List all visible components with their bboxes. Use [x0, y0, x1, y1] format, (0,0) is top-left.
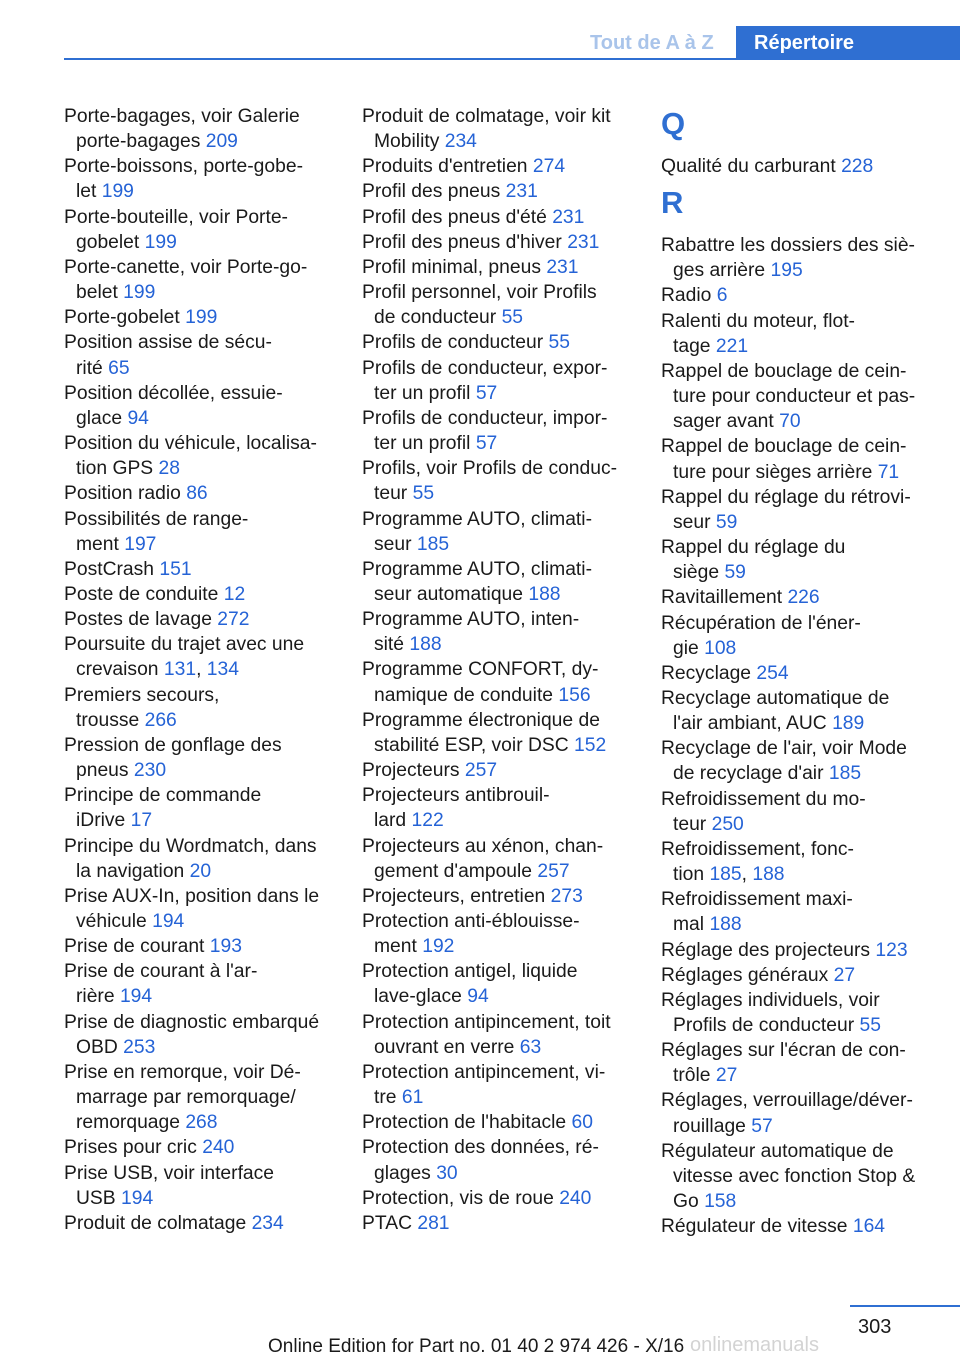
index-term: ges arrière — [673, 260, 771, 282]
index-entry — [362, 205, 634, 230]
page-link[interactable]: 226 — [787, 587, 820, 609]
index-term: Premiers secours, — [64, 684, 220, 706]
index-entry — [362, 708, 634, 758]
index-term: Porte-canette, voir Porte-go- — [64, 256, 308, 278]
index-term: Profil des pneus — [362, 181, 506, 203]
page-link[interactable]: 194 — [121, 1187, 154, 1209]
index-term: Profils de conducteur, expor- — [362, 357, 608, 379]
index-term: Protection anti-éblouisse- — [362, 911, 580, 932]
index-entry — [362, 607, 634, 657]
index-term: tre — [374, 1087, 402, 1109]
page-link[interactable]: 188 — [409, 634, 442, 656]
index-entry — [661, 1214, 933, 1239]
index-entry — [64, 431, 336, 481]
index-term: sité — [374, 634, 410, 656]
page-link[interactable]: 55 — [548, 332, 570, 354]
page-link[interactable]: 253 — [123, 1036, 156, 1058]
index-term: ter un profil — [374, 382, 476, 404]
page-link[interactable]: 234 — [251, 1212, 284, 1234]
page-link[interactable]: 108 — [704, 637, 737, 659]
index-entry — [64, 959, 336, 1009]
index-entry — [362, 834, 634, 884]
index-term: Prise de diagnostic embarqué — [64, 1011, 320, 1033]
page-link[interactable]: 152 — [574, 734, 607, 756]
index-term: mal — [673, 914, 710, 936]
index-entry — [661, 154, 933, 179]
page-link[interactable]: 12 — [223, 583, 246, 605]
index-term: ment — [374, 936, 423, 958]
page-link[interactable]: 70 — [779, 411, 801, 433]
index-term: de recyclage d'air — [673, 763, 829, 785]
index-term: seur automatique — [374, 583, 529, 605]
page-link[interactable]: 6 — [716, 285, 728, 307]
index-term: Profils de conducteur — [673, 1015, 860, 1036]
index-entry — [64, 884, 336, 934]
page-link[interactable]: 122 — [411, 810, 444, 832]
index-entry — [64, 733, 336, 783]
index-term: Postes de lavage — [64, 609, 218, 631]
page-link[interactable]: 27 — [715, 1065, 738, 1087]
index-entry — [362, 406, 634, 456]
page-link[interactable]: 231 — [552, 206, 585, 228]
index-entry — [362, 884, 634, 909]
page-link[interactable]: 209 — [205, 131, 238, 153]
index-term: Réglages généraux — [661, 964, 834, 986]
index-term: gie — [673, 637, 705, 659]
index-term: teur — [374, 483, 413, 505]
index-term: Poursuite du trajet avec une — [64, 634, 305, 656]
index-term: Programme CONFORT, dy- — [362, 659, 599, 681]
index-term: Réglages individuels, voir — [661, 989, 880, 1011]
index-entry — [661, 434, 933, 484]
index-term: Recyclage automatique de — [661, 687, 890, 709]
page-link[interactable]: 188 — [752, 864, 785, 886]
page-link[interactable]: 193 — [209, 936, 242, 958]
index-entry — [362, 280, 634, 330]
index-entry — [362, 330, 634, 355]
index-entry — [64, 607, 336, 632]
index-entry — [362, 179, 634, 204]
index-term: Mobility — [374, 131, 445, 153]
index-entry — [362, 1135, 634, 1185]
index-column-2 — [362, 104, 634, 1236]
page-link[interactable]: 57 — [475, 433, 498, 455]
page-link[interactable]: 266 — [144, 709, 177, 731]
page-link[interactable]: 195 — [770, 260, 803, 282]
index-term: Rappel du réglage du rétrovi- — [661, 486, 911, 508]
index-entry — [64, 1010, 336, 1060]
index-term: crevaison — [76, 659, 164, 681]
index-term: Projecteurs, entretien — [362, 885, 551, 907]
index-term: Recyclage de l'air, voir Mode — [661, 738, 907, 760]
index-term: Prise en remorque, voir Dé- — [64, 1061, 301, 1083]
page-link[interactable]: 274 — [532, 156, 566, 178]
index-term: ment — [76, 533, 125, 555]
index-term: Profils de conducteur, impor- — [362, 407, 608, 429]
index-term: Réglage des projecteurs — [661, 939, 876, 961]
index-term: Protection des données, ré- — [362, 1137, 599, 1159]
index-entry — [64, 557, 336, 582]
index-entry: Refroidissement, fonc- tion 185, 188 — [661, 838, 854, 886]
page-link[interactable]: 123 — [875, 939, 908, 961]
index-entry — [64, 381, 336, 431]
index-term: Protection de l'habitacle — [362, 1112, 572, 1134]
page-link[interactable]: 185 — [416, 533, 450, 555]
index-term: Programme AUTO, climati- — [362, 558, 592, 580]
page-link[interactable]: 61 — [401, 1087, 424, 1109]
index-term: Profil minimal, pneus — [362, 256, 547, 278]
index-term: seur — [673, 511, 716, 533]
index-entry — [64, 783, 336, 833]
page-link[interactable]: 185 — [709, 864, 742, 886]
index-term: Régulateur automatique de — [661, 1140, 894, 1162]
page-link[interactable]: 272 — [217, 609, 250, 631]
page-link[interactable]: 27 — [833, 964, 856, 986]
index-term: Profil des pneus d'hiver — [362, 231, 568, 253]
index-entry — [661, 585, 933, 610]
index-entry — [661, 485, 933, 535]
index-entry — [362, 1211, 634, 1236]
index-entry — [64, 1161, 336, 1211]
index-term: tion GPS — [76, 458, 159, 480]
index-entry — [362, 1010, 634, 1060]
index-column-1 — [64, 104, 336, 1236]
index-entry — [64, 481, 336, 506]
index-term: Protection antigel, liquide — [362, 961, 578, 983]
index-term: Rappel de bouclage de cein- — [661, 436, 907, 458]
index-entry — [362, 758, 634, 783]
page-link[interactable]: 17 — [130, 810, 153, 832]
index-term: Profils, voir Profils de conduc- — [362, 458, 618, 480]
index-entry — [64, 305, 336, 330]
index-term: let — [76, 181, 102, 203]
index-entry — [661, 535, 933, 585]
tab-tout-de-a-a-z[interactable]: Tout de A à Z — [590, 32, 714, 54]
index-entry — [661, 283, 933, 308]
index-term: Radio — [661, 285, 717, 307]
index-term: siège — [673, 562, 725, 584]
index-term: Position décollée, essuie- — [64, 382, 283, 404]
index-term: Programme AUTO, climati- — [362, 508, 592, 530]
tab-repertoire[interactable]: Répertoire — [736, 26, 960, 60]
index-term: Projecteurs au xénon, chan- — [362, 835, 604, 857]
index-entry — [362, 1110, 634, 1135]
page-link[interactable]: 230 — [133, 760, 167, 782]
index-entry — [661, 233, 933, 283]
index-term: tion — [673, 864, 710, 886]
page-link[interactable]: 134 — [206, 659, 239, 681]
index-entry — [64, 330, 336, 380]
index-term: Porte-gobelet — [64, 307, 186, 329]
index-term: Porte-boissons, porte-gobe- — [64, 156, 304, 178]
index-term: vitesse avec fonction Stop & — [673, 1165, 916, 1187]
section-letter: R — [661, 185, 684, 221]
index-term: Profil des pneus d'été — [362, 206, 553, 228]
index-entry — [362, 1186, 634, 1211]
index-entry — [362, 507, 634, 557]
index-entry — [64, 1211, 336, 1236]
page-link[interactable]: 55 — [412, 483, 435, 505]
index-entry — [661, 1038, 933, 1088]
index-term: seur — [374, 533, 417, 555]
page-link[interactable]: 234 — [444, 131, 477, 153]
page-link[interactable]: 65 — [108, 357, 130, 379]
index-term: véhicule — [76, 911, 153, 932]
index-term: l'air ambiant, AUC — [673, 713, 833, 735]
page-link[interactable]: 268 — [185, 1112, 218, 1134]
index-entry — [64, 934, 336, 959]
index-entry — [64, 205, 336, 255]
index-term: Récupération de l'éner- — [661, 612, 861, 634]
index-entry — [362, 104, 634, 154]
index-term: stabilité ESP, voir DSC — [374, 734, 575, 756]
index-term: la navigation — [76, 860, 190, 882]
index-term: Go — [673, 1191, 705, 1213]
index-term: marrage par remorquage/ — [76, 1087, 296, 1109]
index-term: Possibilités de range- — [64, 508, 249, 530]
index-term: Refroidissement maxi- — [661, 889, 853, 911]
index-term: Programme électronique de — [362, 709, 600, 731]
index-term: Réglages, verrouillage/déver- — [661, 1090, 913, 1112]
page-link[interactable]: 28 — [158, 458, 180, 480]
index-entry — [661, 736, 933, 786]
page-link[interactable]: 55 — [501, 307, 524, 329]
index-term: ture pour conducteur et pas- — [673, 386, 916, 408]
page-link[interactable]: 131 — [163, 659, 197, 681]
index-term: Principe du Wordmatch, dans — [64, 835, 317, 857]
index-term: Réglages sur l'écran de con- — [661, 1040, 906, 1062]
page-link[interactable]: 189 — [832, 713, 865, 735]
page-link[interactable]: 188 — [528, 583, 561, 605]
index-term: teur — [673, 813, 712, 835]
index-entry — [661, 309, 933, 359]
page-link[interactable]: 250 — [711, 813, 744, 835]
page-link[interactable]: 240 — [202, 1137, 235, 1159]
index-term: gobelet — [76, 231, 145, 253]
index-entry — [362, 783, 634, 833]
index-term: USB — [76, 1187, 122, 1209]
index-term: tage — [673, 335, 716, 357]
index-entry — [661, 1088, 933, 1138]
index-entry: Poursuite du trajet avec une crevaison 131, 134 — [64, 634, 305, 681]
page-link[interactable]: 231 — [546, 256, 579, 278]
index-entry — [362, 557, 634, 607]
index-term: Poste de conduite — [64, 583, 224, 605]
index-entry — [661, 787, 933, 837]
page-link[interactable]: 228 — [841, 156, 874, 177]
index-term: Programme AUTO, inten- — [362, 609, 580, 631]
page-link[interactable]: 94 — [127, 407, 149, 429]
page-link[interactable]: 59 — [724, 562, 746, 584]
index-term: OBD — [76, 1036, 124, 1058]
index-entry — [661, 611, 933, 661]
index-term: Principe de commande — [64, 785, 262, 807]
index-term: ter un profil — [374, 433, 476, 455]
index-term: Produit de colmatage, voir kit — [362, 106, 611, 127]
index-term: Prise USB, voir interface — [64, 1162, 275, 1184]
index-term: PTAC — [362, 1212, 418, 1234]
index-entry — [64, 154, 336, 204]
index-term: PostCrash — [64, 558, 160, 580]
index-term: rouillage — [673, 1115, 752, 1137]
index-term: Profils de conducteur — [362, 332, 549, 354]
page-link[interactable]: 281 — [417, 1212, 450, 1234]
index-term: ture pour sièges arrière — [673, 461, 878, 483]
index-entry — [362, 356, 634, 406]
index-entry — [661, 963, 933, 988]
index-term: remorquage — [76, 1112, 186, 1134]
index-entry — [362, 657, 634, 707]
index-term: Ravitaillement — [661, 587, 788, 609]
index-term: Prise de courant à l'ar- — [64, 961, 258, 983]
page-link[interactable]: 240 — [559, 1187, 592, 1209]
index-term: Refroidissement, fonc- — [661, 838, 854, 860]
index-term: gement d'ampoule — [374, 860, 538, 882]
page-link[interactable]: 57 — [751, 1115, 773, 1137]
index-term: Prise de courant — [64, 936, 210, 958]
index-term: Rappel de bouclage de cein- — [661, 360, 907, 382]
page-link[interactable]: 257 — [464, 760, 498, 782]
index-term: Pression de gonflage des — [64, 734, 282, 756]
page-link[interactable]: 231 — [505, 181, 538, 203]
index-entry — [661, 359, 933, 434]
index-entry — [64, 255, 336, 305]
index-entry — [362, 154, 634, 179]
index-entry — [64, 582, 336, 607]
index-entry — [64, 104, 336, 154]
index-entry — [661, 686, 933, 736]
page-link[interactable]: 20 — [189, 860, 212, 882]
page-link[interactable]: 57 — [475, 382, 498, 404]
page-link[interactable]: 60 — [571, 1112, 593, 1134]
index-term: glages — [374, 1162, 437, 1184]
index-term: trousse — [76, 709, 145, 731]
page-link[interactable]: 185 — [828, 763, 862, 785]
index-term: iDrive — [76, 810, 131, 832]
index-term: Produit de colmatage — [64, 1212, 252, 1234]
index-entry — [661, 938, 933, 963]
index-term: lard — [374, 810, 412, 832]
index-term: Protection antipincement, vi- — [362, 1061, 606, 1083]
page-link[interactable]: 194 — [152, 911, 185, 932]
index-term: Ralenti du moteur, flot- — [661, 310, 855, 332]
watermark: onlinemanuals — [690, 1334, 819, 1356]
index-entry — [362, 456, 634, 506]
index-term: rière — [76, 986, 120, 1008]
page-link[interactable]: 94 — [467, 986, 489, 1008]
page-link[interactable]: 164 — [852, 1216, 886, 1238]
index-term: Recyclage — [661, 662, 757, 684]
page-link[interactable]: 257 — [537, 860, 570, 882]
index-term: Qualité du carburant — [661, 156, 842, 177]
page-link[interactable]: 156 — [558, 684, 591, 706]
page-link[interactable]: 158 — [704, 1191, 737, 1213]
page-link[interactable]: 63 — [519, 1036, 542, 1058]
index-entry — [362, 959, 634, 1009]
index-entry — [362, 230, 634, 255]
index-column-3 — [661, 104, 933, 1239]
page-link[interactable]: 199 — [101, 181, 134, 203]
page-link[interactable]: 30 — [436, 1162, 458, 1184]
index-term: namique de conduite — [374, 684, 559, 706]
page-link[interactable]: 231 — [567, 231, 600, 253]
index-entry — [362, 255, 634, 280]
index-entry — [64, 834, 336, 884]
index-entry — [64, 683, 336, 733]
page-number: 303 — [858, 1316, 892, 1338]
index-term: Porte-bouteille, voir Porte- — [64, 206, 288, 228]
index-term: Prises pour cric — [64, 1137, 203, 1159]
index-term: belet — [76, 282, 124, 304]
page-link[interactable]: 192 — [422, 936, 455, 958]
index-term: rité — [76, 357, 109, 379]
online-edition-note: Online Edition for Part no. 01 40 2 974 426 - X/16 — [268, 1336, 685, 1357]
index-term: Rappel du réglage du — [661, 537, 846, 559]
index-term: Profil personnel, voir Profils — [362, 282, 597, 304]
index-term: pneus — [76, 760, 134, 782]
page-link[interactable]: 199 — [123, 282, 156, 304]
index-entry — [362, 1060, 634, 1110]
index-term: Rabattre les dossiers des siè- — [661, 235, 915, 257]
page-link[interactable]: 221 — [715, 335, 749, 357]
footer-rule — [850, 1305, 960, 1307]
page-link[interactable]: 188 — [709, 914, 742, 936]
page-link[interactable]: 151 — [159, 558, 192, 580]
index-entry — [661, 661, 933, 686]
index-entry — [64, 1135, 336, 1160]
index-term: Refroidissement du mo- — [661, 788, 866, 810]
index-term: lave-glace — [374, 986, 468, 1008]
index-entry — [362, 909, 634, 959]
index-term: Projecteurs antibrouil- — [362, 785, 550, 807]
page-link[interactable]: 254 — [756, 662, 789, 684]
page-link[interactable]: 273 — [550, 885, 583, 907]
index-term: de conducteur — [374, 307, 502, 329]
index-term: Position radio — [64, 483, 187, 505]
index-term: sager avant — [673, 411, 780, 433]
page-link[interactable]: 199 — [185, 307, 218, 329]
index-entry — [661, 887, 933, 937]
section-letter: Q — [661, 106, 686, 141]
index-term: Régulateur de vitesse — [661, 1216, 853, 1238]
index-term: glace — [76, 407, 128, 429]
index-term: Prise AUX-In, position dans le — [64, 885, 320, 907]
index-term: ouvrant en verre — [374, 1036, 520, 1058]
page-link[interactable]: 194 — [119, 986, 153, 1008]
page-link[interactable]: 59 — [715, 511, 738, 533]
index-term: Produits d'entretien — [362, 156, 533, 178]
index-term: Projecteurs — [362, 760, 465, 782]
index-term: Protection antipincement, toit — [362, 1011, 611, 1033]
page-link[interactable]: 71 — [877, 461, 900, 483]
index-entry — [64, 1060, 336, 1135]
index-term: Position assise de sécu- — [64, 332, 272, 354]
page-link[interactable]: 86 — [186, 483, 208, 505]
index-term: Position du véhicule, localisa- — [64, 433, 317, 455]
index-term: trôle — [673, 1065, 716, 1087]
page-link[interactable]: 197 — [124, 533, 157, 555]
page-link[interactable]: 55 — [859, 1015, 881, 1036]
index-entry — [661, 1139, 933, 1214]
index-term: Protection, vis de roue — [362, 1187, 560, 1209]
index-entry — [661, 988, 933, 1038]
index-term: porte-bagages — [76, 131, 206, 153]
page-link[interactable]: 199 — [144, 231, 177, 253]
index-term: Porte-bagages, voir Galerie — [64, 106, 300, 127]
index-entry — [64, 507, 336, 557]
